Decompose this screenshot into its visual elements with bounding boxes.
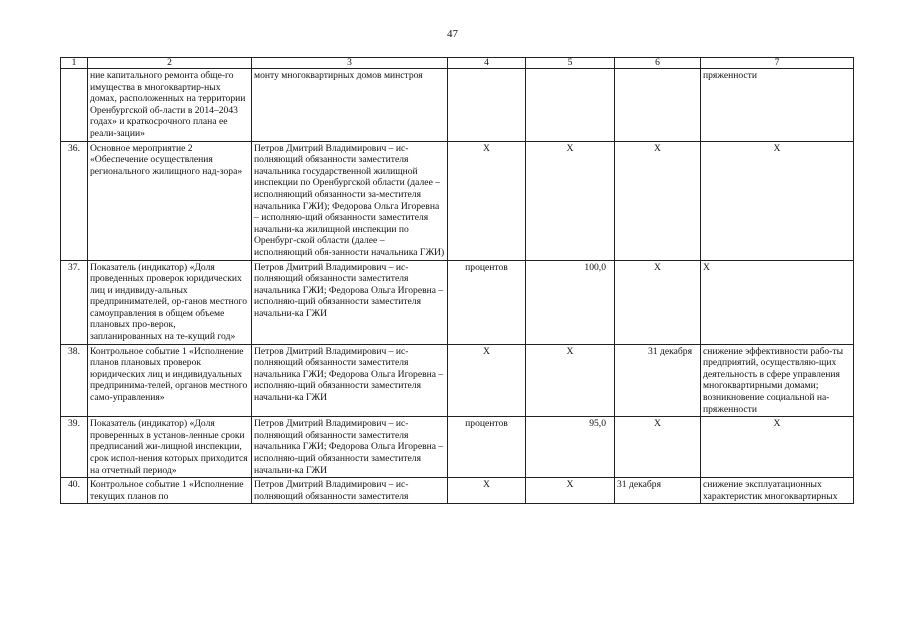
row-responsible: монту многоквартирных домов минстроя (252, 69, 448, 142)
row-deadline: 31 декабря (615, 344, 701, 417)
row-value (526, 69, 615, 142)
row-responsible: Петров Дмитрий Владимирович – ис-полняющий обязанности заместителя начальника ГЖИ; Федорова Ольга Игоревна – исполняю-щий обязанности заместителя начальни-ка ГЖИ (252, 344, 448, 417)
header-col-6: 6 (615, 58, 701, 69)
row-unit: процентов (448, 260, 526, 344)
table-row (61, 69, 854, 142)
row-description: Показатель (индикатор) «Доля проведенных проверок юридических лиц и индивиду-альных предпринимателей, ор-ганов местного самоуправления в общем объеме плановых про-верок, запланированных на те-кущий год» (88, 260, 252, 344)
table-row (61, 417, 854, 478)
row-unit (448, 69, 526, 142)
row-deadline: Х (615, 141, 701, 260)
row-risk: снижение эксплуатационных характеристик многоквартирных (701, 478, 854, 504)
table-row (61, 260, 854, 344)
row-value: 95,0 (526, 417, 615, 478)
row-number: 36. (61, 141, 88, 260)
table-row (61, 344, 854, 417)
row-risk: Х (701, 260, 854, 344)
row-deadline: 31 декабря (615, 478, 701, 504)
table-row (61, 478, 854, 504)
row-risk: пряженности (701, 69, 854, 142)
header-col-2: 2 (88, 58, 252, 69)
row-responsible: Петров Дмитрий Владимирович – ис-полняющий обязанности заместителя начальника ГЖИ; Федорова Ольга Игоревна – исполняю-щий обязанности заместителя начальни-ка ГЖИ (252, 417, 448, 478)
row-number: 38. (61, 344, 88, 417)
row-description: Показатель (индикатор) «Доля проверенных в установ-ленные сроки предписаний жи-лищной инспекции, срок испол-нения которых приходится на отчетный период» (88, 417, 252, 478)
row-description: Контрольное событие 1 «Исполнение текущих планов по (88, 478, 252, 504)
row-risk: Х (701, 141, 854, 260)
header-col-1: 1 (61, 58, 88, 69)
header-col-7: 7 (701, 58, 854, 69)
row-value: 100,0 (526, 260, 615, 344)
row-value: Х (526, 344, 615, 417)
page-number: 47 (447, 28, 458, 40)
header-col-3: 3 (252, 58, 448, 69)
row-responsible: Петров Дмитрий Владимирович – ис-полняющий обязанности заместителя (252, 478, 448, 504)
row-description: ние капитального ремонта обще-го имущества в многоквартир-ных домах, расположенных на территории Оренбургской об-ласти в 2014–2043 годах» и краткосрочного плана ее реали-зации» (88, 69, 252, 142)
row-deadline (615, 69, 701, 142)
row-deadline: Х (615, 417, 701, 478)
table-row (61, 141, 854, 260)
row-number: 40. (61, 478, 88, 504)
header-col-5: 5 (526, 58, 615, 69)
row-value: Х (526, 478, 615, 504)
row-value: Х (526, 141, 615, 260)
row-unit: Х (448, 141, 526, 260)
row-responsible: Петров Дмитрий Владимирович – ис-полняющий обязанности заместителя начальника государственной жилищной инспекции по Оренбургской области (далее – исполняющий обязанности за-местителя начальника ГЖИ); Федорова Ольга Игоревна – исполняю-щий обязанности заместителя начальни-ка жилищной инспекции по Оренбург-ской области (далее – исполняющий обя-занности начальника ГЖИ) (252, 141, 448, 260)
row-unit: Х (448, 478, 526, 504)
row-number: 37. (61, 260, 88, 344)
row-number (61, 69, 88, 142)
header-row (61, 58, 854, 69)
row-unit: процентов (448, 417, 526, 478)
row-description: Основное мероприятие 2 «Обеспечение осуществления регионального жилищного над-зора» (88, 141, 252, 260)
row-risk: снижение эффективности рабо-ты предприятий, осуществляю-щих деятельность в сфере управления многоквартирными домами; возникновение социальной на-пряженности (701, 344, 854, 417)
row-deadline: Х (615, 260, 701, 344)
row-number: 39. (61, 417, 88, 478)
row-unit: Х (448, 344, 526, 417)
row-risk: Х (701, 417, 854, 478)
header-col-4: 4 (448, 58, 526, 69)
program-table (60, 57, 854, 504)
row-description: Контрольное событие 1 «Исполнение планов плановых проверок юридических лиц и индивидуальных предпринима-телей, органов местного само-управления» (88, 344, 252, 417)
row-responsible: Петров Дмитрий Владимирович – ис-полняющий обязанности заместителя начальника ГЖИ; Федорова Ольга Игоревна – исполняю-щий обязанности заместителя начальни-ка ГЖИ (252, 260, 448, 344)
